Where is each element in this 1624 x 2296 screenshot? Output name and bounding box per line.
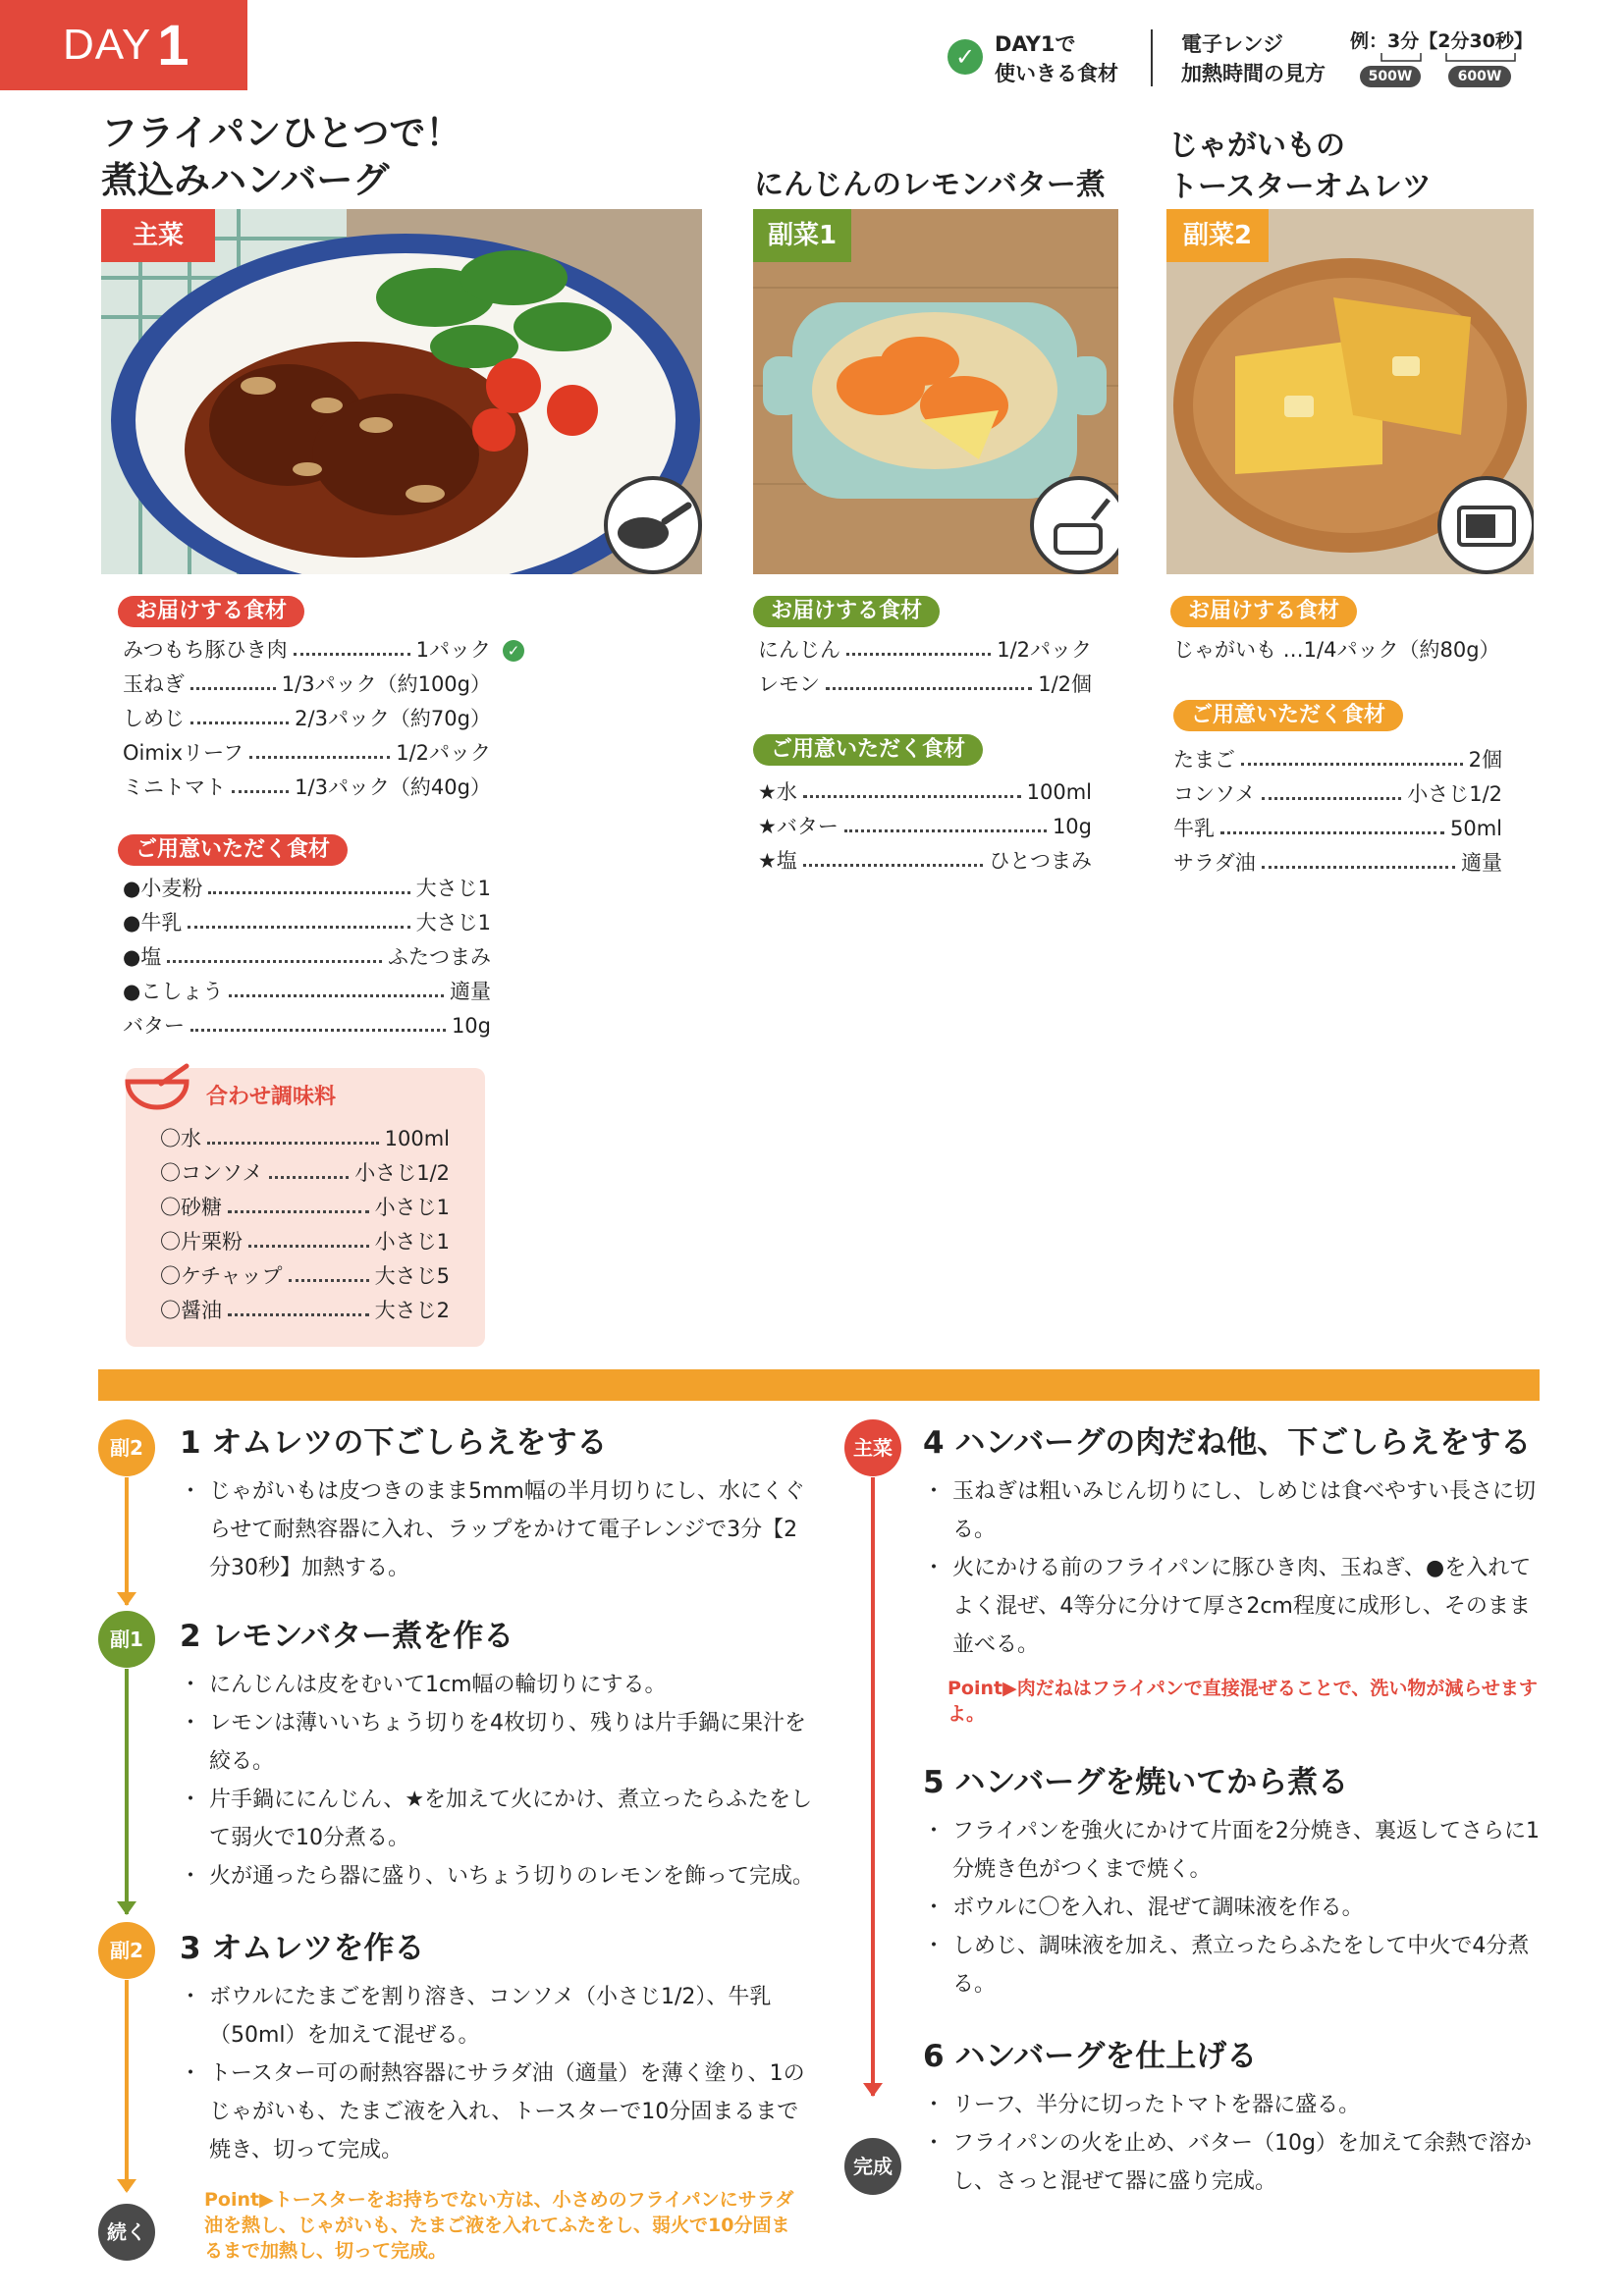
mw-line1: 電子レンジ: [1181, 32, 1283, 56]
ingredient-amount: 小さじ1: [374, 1196, 450, 1219]
side2-delivered-label: お届けする食材: [1170, 596, 1357, 627]
main-dish-title: [101, 110, 461, 204]
main-prepare-label: ご用意いただく食材: [118, 834, 348, 866]
list-item: [123, 771, 491, 805]
list-item: [160, 1191, 450, 1225]
marker-side1: 副1: [98, 1611, 155, 1668]
ingredient-amount: 1/2パック: [396, 741, 491, 765]
microwave-legend-title: [1181, 29, 1326, 88]
list-item: [123, 633, 520, 667]
main-delivered-label: お届けする食材: [118, 596, 304, 627]
list-item: [1173, 777, 1502, 812]
ingredient-name: ●こしょう: [123, 980, 224, 1003]
step3-title: 3 オムレツを作る: [180, 1931, 425, 1966]
ingredient-amount: 大さじ5: [374, 1264, 450, 1288]
list-item: [160, 1294, 450, 1328]
list-item: [123, 736, 491, 771]
side1-delivered-list: [758, 633, 1092, 702]
legend-line2: 使いきる食材: [995, 62, 1118, 85]
ingredient-amount: 大さじ2: [374, 1299, 450, 1322]
list-item: [123, 1009, 491, 1043]
main-title-line1: フライパンひとつで！: [101, 112, 462, 154]
list-item: ・ トースター可の耐熱容器にサラダ油（適量）を薄く塗り、1のじゃがいも、たまご液を入れ、トースターで10分固まるまで焼き、切って完成。: [180, 2055, 818, 2169]
side1-title: にんじんのレモンバター煮: [754, 168, 1106, 202]
arrow-down-icon: [117, 1901, 136, 1915]
ingredient-amount: 適量: [450, 980, 491, 1003]
ingredient-amount: 100ml: [1026, 780, 1092, 804]
list-item: [758, 775, 1092, 810]
ingredient-amount: ふたつまみ: [388, 945, 491, 969]
checkmark-icon: ✓: [947, 39, 983, 75]
list-item: ・ しめじ、調味液を加え、煮立ったらふたをして中火で4分煮る。: [923, 1927, 1551, 2003]
side2-title: [1168, 126, 1432, 208]
ingredient-name: 〇水: [160, 1127, 201, 1150]
ingredient-amount: 1/3パック（約100g）: [281, 672, 491, 696]
ingredient-name: 〇ケチャップ: [160, 1264, 283, 1288]
list-item: [123, 940, 491, 975]
list-item: ・ フライパンを強火にかけて片面を2分焼き、裏返してさらに1分焼き色がつくまで焼く。: [923, 1812, 1551, 1889]
ingredient-amount: 2/3パック（約70g）: [295, 707, 491, 730]
microwave-example: [1350, 27, 1533, 53]
ingredient-name: みつもち豚ひき肉: [123, 638, 288, 662]
main-dish-photo: [101, 209, 702, 574]
marker-side2: 副2: [98, 1419, 155, 1476]
list-item: [160, 1122, 450, 1156]
side1-prepare-label: ご用意いただく食材: [753, 734, 983, 766]
ingredient-name: ●小麦粉: [123, 877, 203, 900]
timeline-line: [125, 1477, 129, 1605]
bowl-icon: [122, 1062, 196, 1113]
list-item: [758, 667, 1092, 702]
list-item: [160, 1259, 450, 1294]
ingredient-amount: 2個: [1468, 748, 1502, 772]
day-label: DAY: [63, 21, 152, 69]
list-item: [123, 872, 491, 906]
list-item: ・ じゃがいもは皮つきのまま5mm幅の半月切りにし、水にくぐらせて耐熱容器に入れ、ラップをかけて電子レンジで3分【2分30秒】加熱する。: [180, 1472, 818, 1587]
mw-line2: 加熱時間の見方: [1181, 62, 1326, 85]
ingredient-name: 〇砂糖: [160, 1196, 222, 1219]
marker-continue: 続く: [98, 2204, 155, 2261]
ingredient-amount: 適量: [1461, 851, 1502, 875]
list-item: [123, 702, 491, 736]
step3-point: Point▶トースターをお持ちでない方は、小さめのフライパンにサラダ油を熱し、じゃがいも、たまご液を入れてふたをし、弱火で10分固まるまで加熱し、切って完成。: [204, 2189, 794, 2262]
list-item: [1173, 846, 1502, 881]
list-item: [1173, 743, 1502, 777]
ingredient-name: 〇片栗粉: [160, 1230, 243, 1254]
mw-example-600: 【2分30秒】: [1419, 30, 1533, 52]
ingredient-name: ★水: [758, 780, 797, 804]
ingredient-name: バター: [123, 1014, 185, 1038]
steps-divider-bar: [98, 1369, 1540, 1401]
list-item: ・ 火が通ったら器に盛り、いちょう切りのレモンを飾って完成。: [180, 1857, 818, 1896]
step2-list: [180, 1666, 818, 1896]
day-badge: [0, 0, 247, 90]
pill-500w: 500W: [1360, 66, 1421, 87]
list-item: ・ フライパンの火を止め、バター（10g）を加えて余熱で溶かし、さっと混ぜて器に盛り完成。: [923, 2124, 1551, 2201]
ingredient-amount: 1/2個: [1038, 672, 1092, 696]
sauce-list: [160, 1122, 450, 1328]
list-item: ・ ボウルに〇を入れ、混ぜて調味液を作る。: [923, 1889, 1551, 1927]
step3-list: [180, 1978, 818, 2169]
mw-example-500: 3分: [1387, 30, 1420, 52]
legend-text: [995, 29, 1118, 88]
list-item: ・ ボウルにたまごを割り溶き、コンソメ（小さじ1/2）、牛乳（50ml）を加えて混ぜる。: [180, 1978, 818, 2055]
side2-delivered-item: じゃがいも …1/4パック（約80g）: [1173, 638, 1500, 662]
ingredient-name: Oimixリーフ: [123, 741, 244, 765]
ingredient-name: 〇醤油: [160, 1299, 222, 1322]
ingredient-amount: 小さじ1/2: [354, 1161, 450, 1185]
list-item: ・ にんじんは皮をむいて1cm幅の輪切りにする。: [180, 1666, 818, 1704]
list-item: ・ リーフ、半分に切ったトマトを器に盛る。: [923, 2086, 1551, 2124]
step1-list: [180, 1472, 818, 1587]
list-item: [758, 810, 1092, 844]
side2-prepare-list: [1173, 743, 1502, 881]
ingredient-name: 牛乳: [1173, 817, 1215, 840]
arrow-down-icon: [863, 2083, 883, 2097]
list-item: [123, 975, 491, 1009]
list-item: [160, 1156, 450, 1191]
marker-done: 完成: [844, 2138, 901, 2195]
hamburg-illustration: [101, 209, 702, 574]
omelette-illustration: [1166, 209, 1534, 574]
ingredient-amount: 50ml: [1449, 817, 1502, 840]
main-title-line2: 煮込みハンバーグ: [101, 159, 390, 201]
side1-delivered-label: お届けする食材: [753, 596, 940, 627]
ingredient-amount: 10g: [1052, 815, 1092, 838]
main-prepare-list: [123, 872, 491, 1043]
marker-main: 主菜: [844, 1419, 901, 1476]
side2-title-line2: トースターオムレツ: [1168, 170, 1432, 204]
list-item: ・ 玉ねぎは粗いみじん切りにし、しめじは食べやすい長さに切る。: [923, 1472, 1551, 1549]
step6-list: [923, 2086, 1551, 2201]
ingredient-amount: 100ml: [384, 1127, 450, 1150]
ingredient-name: レモン: [758, 672, 820, 696]
ingredient-name: たまご: [1173, 748, 1235, 772]
side1-tag: 副菜1: [753, 209, 851, 262]
main-tag: 主菜: [101, 209, 215, 262]
ingredient-name: にんじん: [758, 638, 840, 662]
sauce-label: 合わせ調味料: [206, 1085, 337, 1109]
side1-prepare-list: [758, 775, 1092, 879]
ingredient-amount: 大さじ1: [415, 911, 491, 934]
ingredient-name: ●塩: [123, 945, 162, 969]
ingredient-name: ★塩: [758, 849, 797, 873]
ingredient-name: コンソメ: [1173, 782, 1256, 806]
step5-list: [923, 1812, 1551, 2003]
side2-tag: 副菜2: [1166, 209, 1269, 262]
main-delivered-list: [123, 633, 520, 805]
step1-title: 1 オムレツの下ごしらえをする: [180, 1425, 608, 1461]
marker-side2: 副2: [98, 1922, 155, 1979]
arrow-down-icon: [117, 1592, 136, 1606]
list-item: [160, 1225, 450, 1259]
ingredient-amount: 小さじ1: [374, 1230, 450, 1254]
list-item: [123, 906, 491, 940]
ingredient-amount: 小さじ1/2: [1407, 782, 1502, 806]
legend-line1: DAY1で: [995, 32, 1076, 56]
check-icon: ✓: [503, 640, 524, 662]
ingredient-name: ★バター: [758, 815, 839, 838]
step4-list: [923, 1472, 1551, 1664]
list-item: [758, 844, 1092, 879]
ingredient-name: 玉ねぎ: [123, 672, 185, 696]
side2-prepare-label: ご用意いただく食材: [1173, 700, 1403, 731]
ingredient-name: しめじ: [123, 707, 185, 730]
timeline-line: [125, 1669, 129, 1914]
list-item: ・ 片手鍋ににんじん、★を加えて火にかけ、煮立ったらふたをして弱火で10分煮る。: [180, 1781, 818, 1857]
ingredient-amount: 1パック: [415, 638, 491, 662]
list-item: [123, 667, 491, 702]
step6-title: 6 ハンバーグを仕上げる: [923, 2039, 1258, 2074]
timeline-line: [871, 1477, 875, 2096]
ingredient-amount: 10g: [451, 1014, 491, 1038]
day-number: 1: [157, 13, 190, 78]
divider: [1151, 29, 1153, 86]
ingredient-name: 〇コンソメ: [160, 1161, 263, 1185]
step4-title: 4 ハンバーグの肉だね他、下ごしらえをする: [923, 1425, 1532, 1461]
carrot-illustration: [753, 209, 1118, 574]
side2-title-line1: じゃがいもの: [1168, 129, 1345, 163]
step5-title: 5 ハンバーグを焼いてから煮る: [923, 1765, 1349, 1800]
side1-photo: [753, 209, 1118, 574]
arrow-down-icon: [117, 2179, 136, 2193]
list-item: ・ レモンは薄いいちょう切りを4枚切り、残りは片手鍋に果汁を絞る。: [180, 1704, 818, 1781]
mw-example-prefix: 例：: [1350, 30, 1388, 52]
list-item: [758, 633, 1092, 667]
ingredient-amount: ひとつまみ: [989, 849, 1092, 873]
ingredient-name: サラダ油: [1173, 851, 1256, 875]
step2-title: 2 レモンバター煮を作る: [180, 1619, 514, 1654]
timeline-line: [125, 1980, 129, 2191]
side2-photo: [1166, 209, 1534, 574]
ingredient-amount: 大さじ1: [415, 877, 491, 900]
list-item: ・ 火にかける前のフライパンに豚ひき肉、玉ねぎ、●を入れてよく混ぜ、4等分に分けて厚さ2cm程度に成形し、そのまま並べる。: [923, 1549, 1551, 1664]
ingredient-name: ●牛乳: [123, 911, 183, 934]
step4-point: Point▶肉だねはフライパンで直接混ぜることで、洗い物が減らせますよ。: [947, 1678, 1538, 1725]
list-item: [1173, 812, 1502, 846]
ingredient-amount: 1/3パック（約40g）: [295, 775, 491, 799]
pill-600w: 600W: [1448, 66, 1511, 87]
ingredient-name: ミニトマト: [123, 775, 226, 799]
ingredient-amount: 1/2パック: [997, 638, 1092, 662]
